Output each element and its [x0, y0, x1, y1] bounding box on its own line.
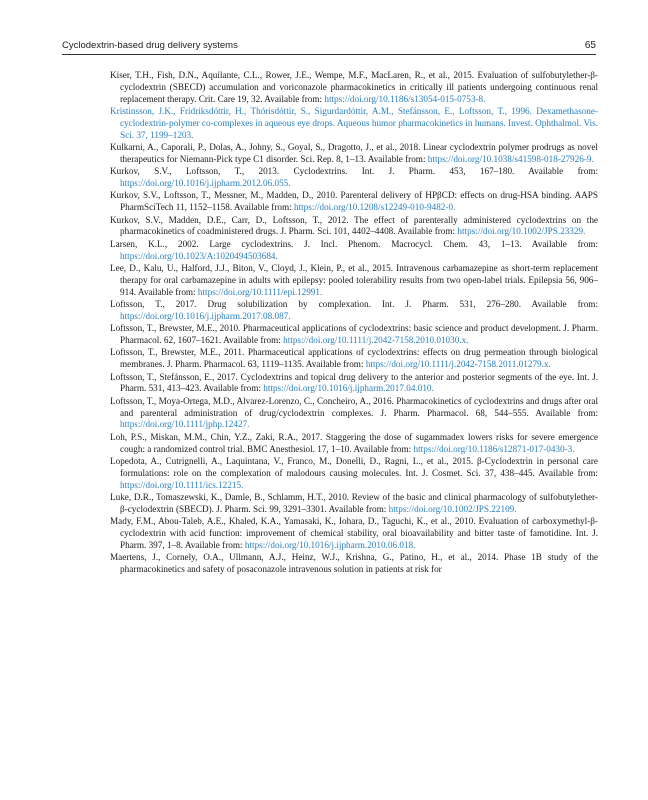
- doi-link[interactable]: https://doi.org/10.1002/JPS.22109.: [388, 503, 517, 514]
- reference-list: [110, 70, 598, 576]
- reference-entry: [110, 299, 598, 323]
- running-title: Cyclodextrin-based drug delivery systems: [62, 40, 238, 51]
- running-header: [62, 40, 596, 54]
- reference-text: Loftsson, T., Stefánsson, E., 2017. Cyclodextrins and topical drug delivery to the anterior and posterior segments of the eye. Int. J. Pharm. 531, 413–423. Available from:: [110, 371, 598, 394]
- reference-text: Kiser, T.H., Fish, D.N., Aquilante, C.L., Rower, J.E., Wempe, M.F., MacLaren, R., et al., 2015. Evaluation of sulfobutylether-β-cyclodextrin (SBECD) accumulation and voriconazole pharmacokinetics in critically ill patients undergoing continuous renal replacement therapy. Crit. Care 19, 32. Available from:: [110, 70, 598, 104]
- doi-link[interactable]: https://doi.org/10.1111/ics.12215.: [120, 479, 244, 490]
- reference-entry: [110, 347, 598, 371]
- doi-link[interactable]: https://doi.org/10.1186/s12871-017-0430-3.: [413, 443, 575, 454]
- reference-text: Maertens, J., Cornely, O.A., Ullmann, A.J., Heinz, W.J., Krishna, G., Patino, H., et al., 2014. Phase 1B study of the pharmacokinetics and safety of posaconazole intravenous solution in patients at risk for: [110, 552, 598, 575]
- reference-text: Mady, F.M., Abou-Taleb, A.E., Khaled, K.A., Yamasaki, K., Iohara, D., Taguchi, K., et al., 2010. Evaluation of carboxymethyl-β-cyclodextrin with acid function: improvement of chemical stability, oral bioavailability and bitter taste of famotidine. Int. J. Pharm. 397, 1–8. Available from:: [110, 516, 598, 550]
- reference-entry: [110, 396, 598, 432]
- reference-text: Luke, D.R., Tomaszewski, K., Damle, B., Schlamm, H.T., 2010. Review of the basic and clinical pharmacology of sulfobutylether-β-cyclodextrin (SBECD). J. Pharm. Sci. 99, 3291–3301. Available from:: [110, 492, 598, 514]
- reference-text: Lopedota, A., Cutrignelli, A., Laquintana, V., Franco, M., Donelli, D., Ragni, L., et al., 2015. β-Cyclodextrin in personal care formulations: role on the complexation of malodours causing molecules. Int. J. Cosmet. Sci. 37, 438–445. Available from:: [110, 456, 598, 478]
- reference-text: Lee, D., Kalu, U., Halford, J.J., Biton, V., Cloyd, J., Klein, P., et al., 2015. Intravenous carbamazepine as short-term replacement therapy for oral carbamazepine in adults with epilepsy: pooled tolerability results from two open-label trials. Epilepsia 56, 906–914. Available from:: [110, 263, 598, 297]
- reference-entry: [110, 516, 598, 552]
- reference-text: Kulkarni, A., Caporali, P., Dolas, A., Johny, S., Goyal, S., Dragotto, J., et al., 2018. Linear cyclodextrin polymer prodrugs as novel therapeutics for Niemann-Pick type C1 disorder. Sci. Rep. 8, 1–13. Available from:: [110, 142, 598, 164]
- doi-link[interactable]: https://doi.org/10.1002/JPS.23329.: [457, 226, 586, 237]
- reference-entry: [110, 432, 598, 456]
- reference-entry: [110, 372, 598, 396]
- reference-text: Loftsson, T., Moya-Ortega, M.D., Alvarez-Lorenzo, C., Concheiro, A., 2016. Pharmacokinetics of cyclodextrins and drugs after oral and parenteral administration of drug/cyclodextrin complexes. J. Pharm. Pharmacol. 68, 544–555. Available from:: [110, 395, 598, 418]
- reference-text: Loftsson, T., Brewster, M.E., 2010. Pharmaceutical applications of cyclodextrins: basic science and product development. J. Pharm. Pharmacol. 62, 1607–1621. Available from:: [110, 323, 598, 346]
- doi-link[interactable]: https://doi.org/10.1038/s41598-018-27926-9.: [427, 153, 594, 164]
- reference-entry: [110, 142, 598, 166]
- reference-text: Kurkov, S.V., Loftsson, T., Messner, M., Madden, D., 2010. Parenteral delivery of HPβCD: effects on drug-HSA binding. AAPS PharmSciTech 11, 1152–1158. Available from:: [110, 190, 598, 213]
- reference-entry: [110, 456, 598, 492]
- doi-link[interactable]: https://doi.org/10.1111/epi.12991.: [197, 286, 323, 297]
- reference-text: Kurkov, S.V., Loftsson, T., 2013. Cyclodextrins. Int. J. Pharm. 453, 167–180. Available from:: [110, 166, 598, 177]
- doi-link[interactable]: https://doi.org/10.1016/j.ijpharm.2012.06.055.: [120, 178, 291, 189]
- doi-link[interactable]: https://doi.org/10.1208/s12249-010-9482-0.: [293, 202, 456, 213]
- reference-text: Loftsson, T., Brewster, M.E., 2011. Pharmaceutical applications of cyclodextrins: effects on drug permeation through biological membranes. J. Pharm. Pharmacol. 63, 1119–1135. Available from:: [110, 347, 598, 370]
- doi-link[interactable]: https://doi.org/10.1111/j.2042-7158.2011.01279.x.: [365, 359, 551, 370]
- reference-entry: [110, 190, 598, 214]
- doi-link[interactable]: https://doi.org/10.1111/jphp.12427.: [120, 419, 250, 430]
- doi-link[interactable]: https://doi.org/10.1023/A:1020494503684.: [120, 250, 278, 261]
- doi-link[interactable]: https://doi.org/10.1186/s13054-015-0753-8.: [324, 93, 486, 104]
- doi-link[interactable]: https://doi.org/10.1016/j.ijpharm.2010.06.018.: [244, 539, 416, 550]
- doi-link[interactable]: https://doi.org/10.1111/j.2042-7158.2010.01030.x.: [283, 335, 469, 346]
- reference-text: Loh, P.S., Miskan, M.M., Chin, Y.Z., Zaki, R.A., 2017. Staggering the dose of sugammadex lowers risks for severe emergence cough: a randomized control trial. BMC Anesthesiol. 17, 1–10. Available from:: [110, 431, 598, 454]
- reference-text: Kurkov, S.V., Madden, D.E., Carr, D., Loftsson, T., 2012. The effect of parenterally administered cyclodextrins on the pharmacokinetics of coadministered drugs. J. Pharm. Sci. 101, 4402–4408. Available from:: [110, 214, 598, 237]
- reference-entry: [110, 263, 598, 299]
- header-rule: [62, 54, 596, 55]
- page-number: 65: [584, 40, 596, 51]
- reference-entry: [110, 239, 598, 263]
- doi-link[interactable]: https://doi.org/10.1016/j.ijpharm.2017.04.010.: [263, 383, 434, 394]
- reference-text: Loftsson, T., 2017. Drug solubilization by complexation. Int. J. Pharm. 531, 276–280. Available from:: [110, 299, 598, 310]
- reference-entry: [110, 70, 598, 106]
- reference-entry: [110, 492, 598, 516]
- reference-text: Larsen, K.L., 2002. Large cyclodextrins. J. Incl. Phenom. Macrocycl. Chem. 43, 1–13. Available from:: [110, 238, 598, 249]
- doi-link[interactable]: https://doi.org/10.1016/j.ijpharm.2017.08.087.: [120, 310, 291, 321]
- reference-entry: [110, 323, 598, 347]
- reference-entry: [110, 106, 598, 142]
- reference-entry: [110, 166, 598, 190]
- reference-entry: [110, 215, 598, 239]
- reference-text[interactable]: Kristinsson, J.K., Fridriksdóttir, H., Thórisdóttir, S., Sigurdardóttir, A.M., Stefánsson, E., Loftsson, T., 1996. Dexamethasone-cyclodextrin-polymer co-complexes in aqueous eye drops. Aqueous humor pharmacokinetics in humans. Invest. Ophthalmol. Vis. Sci. 37, 1199–1203.: [110, 106, 598, 140]
- reference-entry: [110, 552, 598, 576]
